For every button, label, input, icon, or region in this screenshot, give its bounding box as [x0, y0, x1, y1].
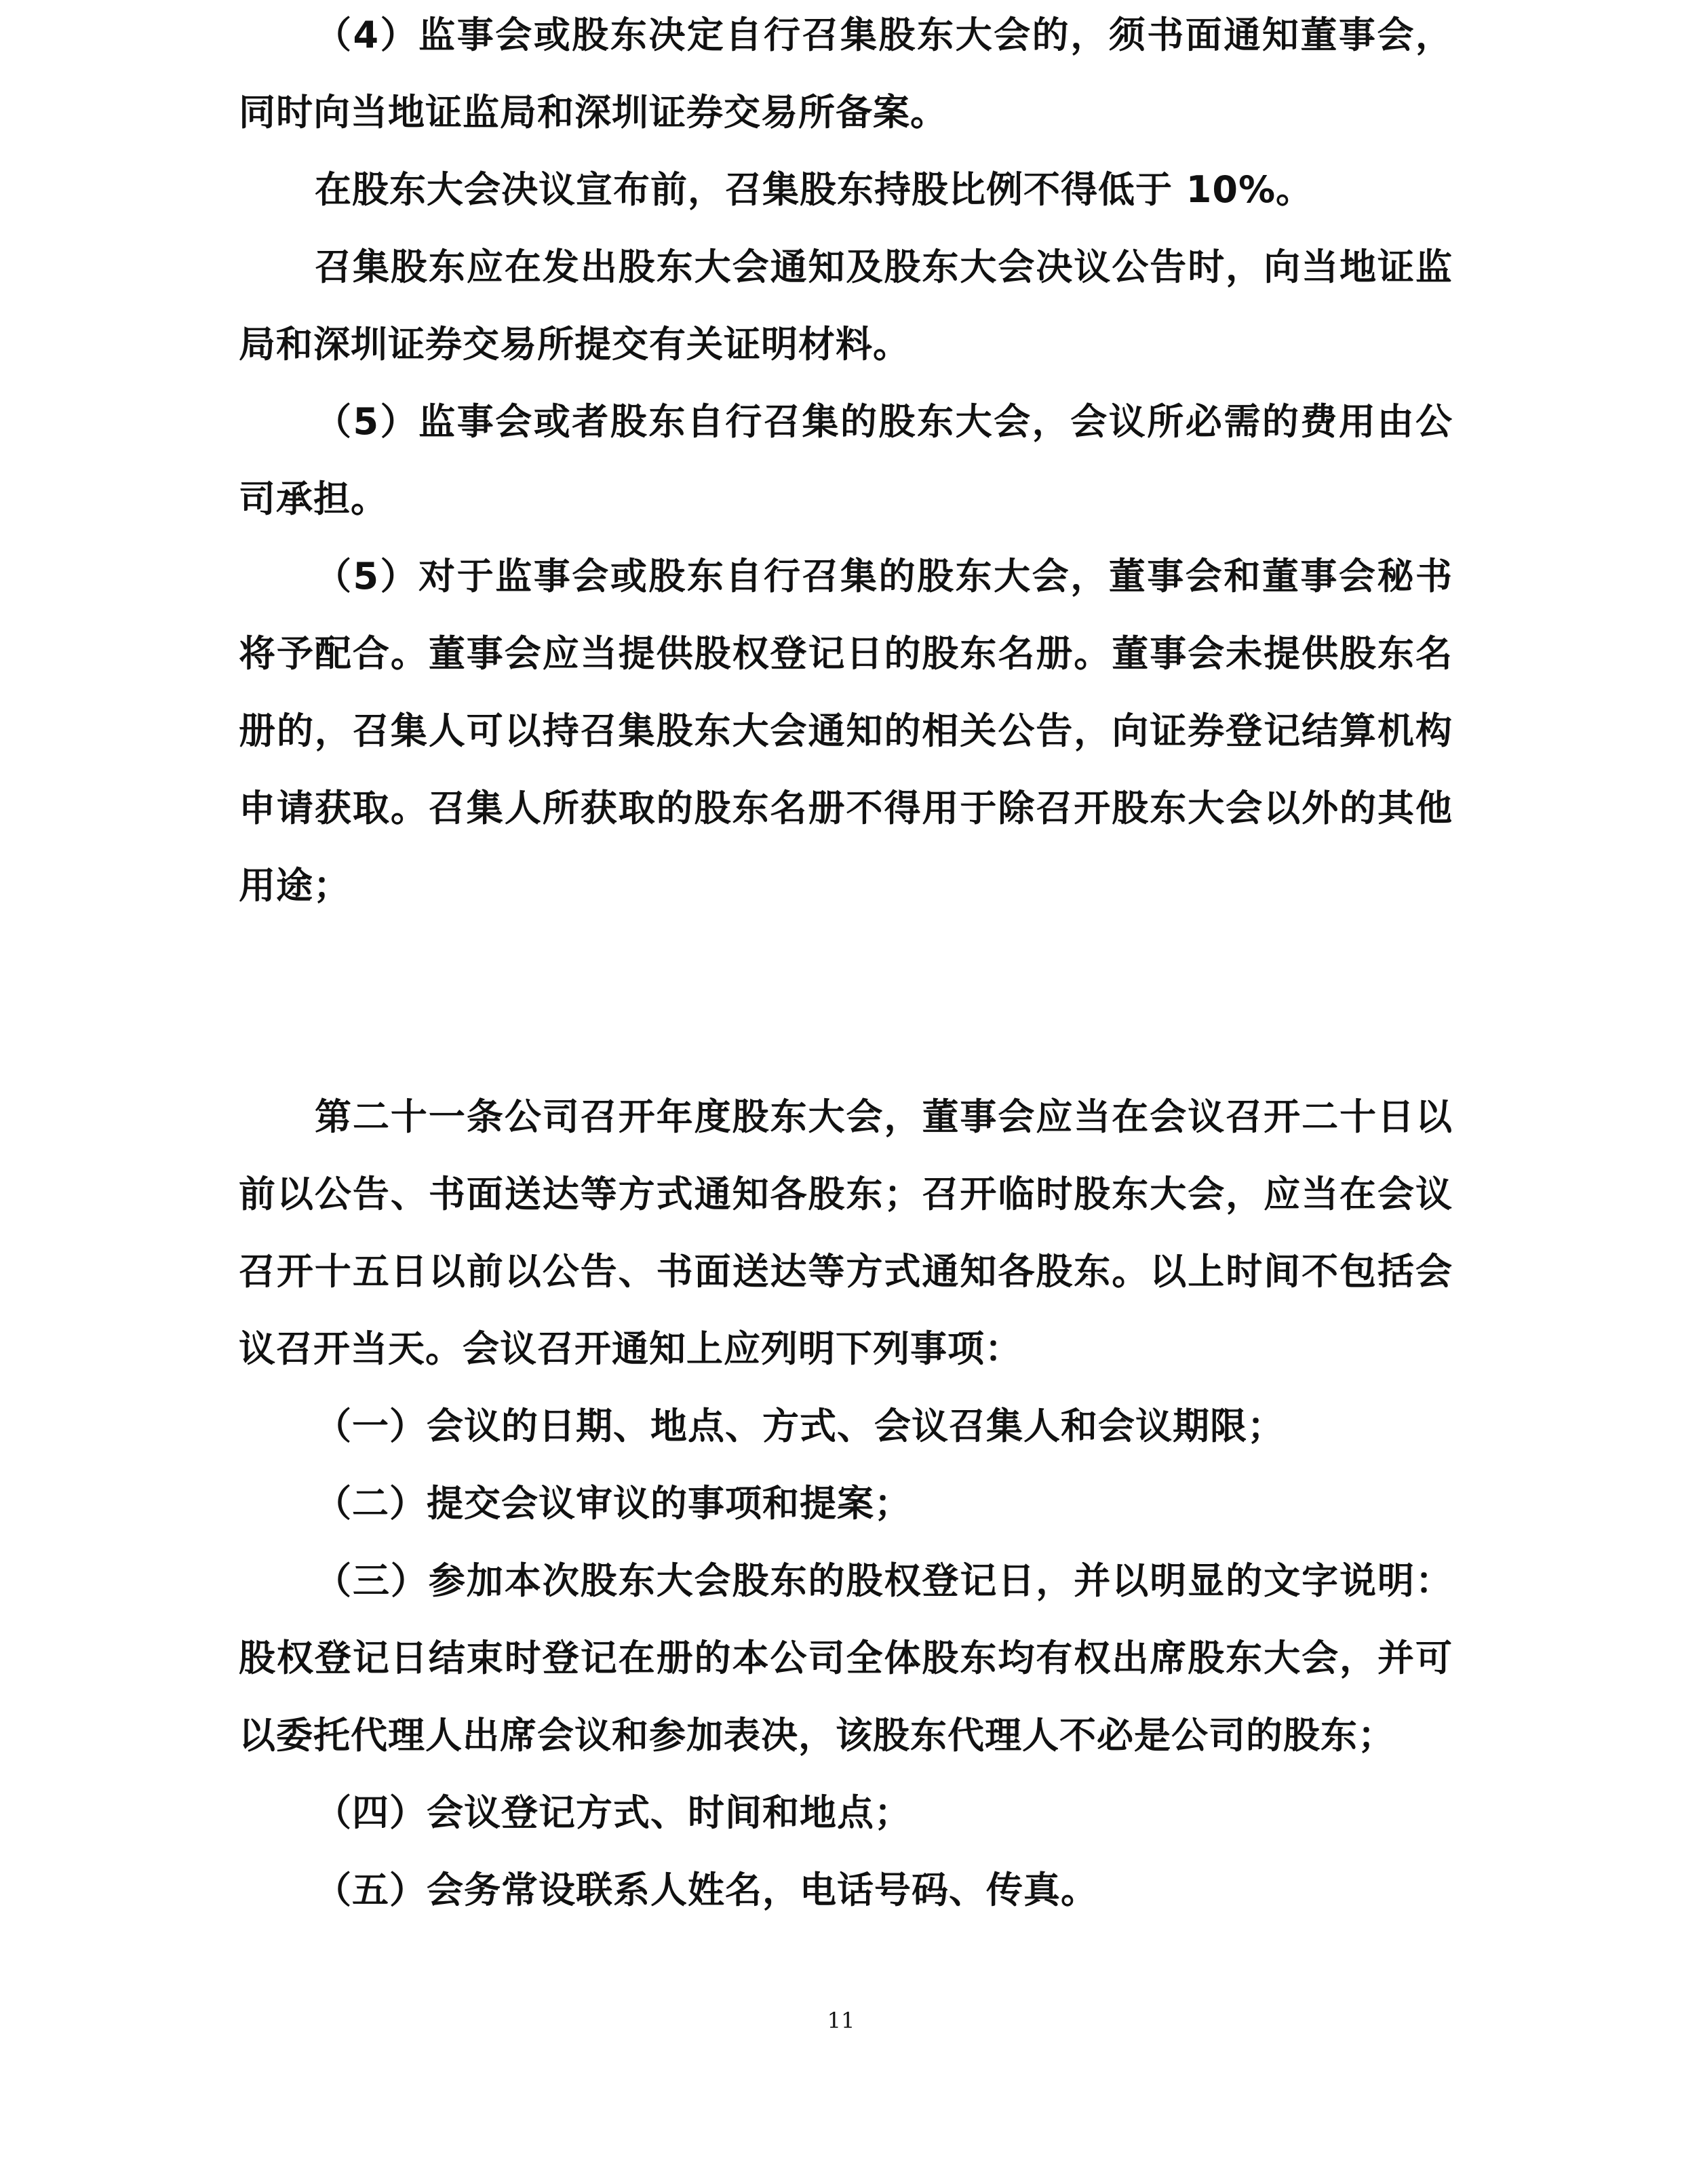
list-item-record-date: （三）参加本次股东大会股东的股权登记日，并以明显的文字说明：股权登记日结束时登记在册的本公司全体股东均有权出席股东大会，并可以委托代理人出席会议和参加表决，该股东代理人不必是公司的股东；: [239, 1559, 1453, 1757]
document-page: [239, 0, 1453, 2184]
list-item-contact-person: （五）会务常设联系人姓名，电话号码、传真。: [315, 1869, 1098, 1911]
paragraph-article-21: 第二十一条公司召开年度股东大会，董事会应当在会议召开二十日以前以公告、书面送达等方式通知各股东；召开临时股东大会，应当在会议召开十五日以前以公告、书面送达等方式通知各股东。以上时间不包括会议召开当天。会议召开通知上应列明下列事项：: [239, 1095, 1453, 1370]
paragraph-submit-proof-materials: 召集股东应在发出股东大会通知及股东大会决议公告时，向当地证监局和深圳证券交易所提交有关证明材料。: [239, 246, 1453, 366]
list-item-registration-method: （四）会议登记方式、时间和地点；: [315, 1791, 912, 1834]
paragraph-board-cooperation: （5）对于监事会或股东自行召集的股东大会，董事会和董事会秘书将予配合。董事会应当提供股权登记日的股东名册。董事会未提供股东名册的，召集人可以持召集股东大会通知的相关公告，向证券登记结算机构申请获取。召集人所获取的股东名册不得用于除召开股东大会以外的其他用途；: [239, 555, 1453, 907]
paragraph-supervisor-self-convene-notice: （4）监事会或股东决定自行召集股东大会的，须书面通知董事会，同时向当地证监局和深圳证券交易所备案。: [239, 14, 1453, 134]
list-item-meeting-date-place: （一）会议的日期、地点、方式、会议召集人和会议期限；: [315, 1405, 1285, 1447]
paragraph-shareholding-ratio: 在股东大会决议宣布前，召集股东持股比例不得低于 10%。: [315, 168, 1314, 211]
list-item-matters-proposals: （二）提交会议审议的事项和提案；: [315, 1482, 912, 1525]
paragraph-meeting-expenses: （5）监事会或者股东自行召集的股东大会，会议所必需的费用由公司承担。: [239, 400, 1453, 520]
page-number: 11: [827, 2008, 855, 2033]
